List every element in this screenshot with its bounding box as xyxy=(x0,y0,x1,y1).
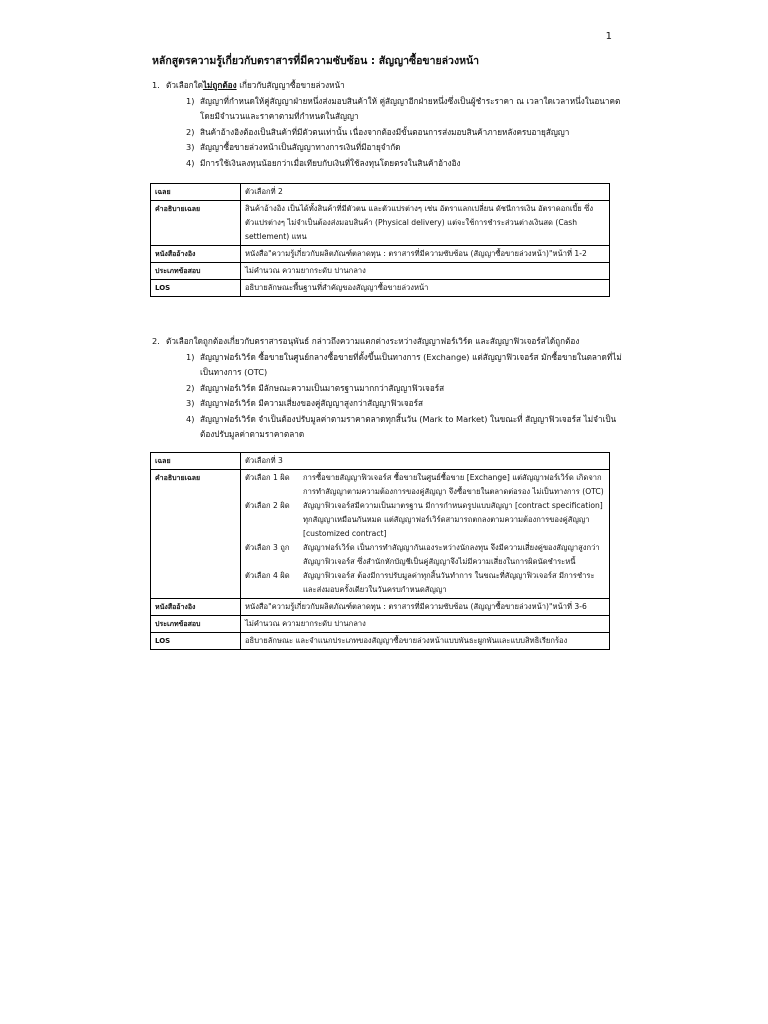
choice-item xyxy=(186,140,622,156)
stem-text: ตัวเลือกใดถูกต้องเกี่ยวกับตราสารอนุพันธ์ กล่าวถึงความแตกต่างระหว่างสัญญาฟอร์เวิร์ด และสัญญาฟิวเจอร์สได้ถูกต้อง xyxy=(166,336,580,346)
choice-item xyxy=(186,381,622,397)
row-label: ประเภทข้อสอบ xyxy=(151,263,241,280)
option-text: สัญญาฟอร์เวิร์ด เป็นการทำสัญญากันเองระหว่างนักลงทุน จึงมีความเสี่ยงคู่ของสัญญาสูงกว่าสัญญาฟิวเจอร์ส ซึ่งสำนักหักบัญชีเป็นคู่สัญญาจึงไม่มีความเสี่ยงในการผิดนัดชำระหนี้ xyxy=(303,543,600,566)
answer-table-1 xyxy=(150,183,610,297)
row-label: คำอธิบายเฉลย xyxy=(151,470,241,599)
option-explanation xyxy=(245,541,605,569)
table-row xyxy=(151,453,610,470)
choice-number: 4) xyxy=(186,157,195,168)
choice-list xyxy=(152,94,622,172)
choice-text: สัญญาฟอร์เวิร์ด จำเป็นต้องปรับมูลค่าตามราคาตลาดทุกสิ้นวัน (Mark to Market) ในขณะที่ สัญญาฟิวเจอร์ส ไม่จำเป็นต้องปรับมูลค่าตามราคาตลาด xyxy=(200,413,617,439)
choice-number: 1) xyxy=(186,351,195,362)
row-label: LOS xyxy=(151,633,241,650)
row-label: หนังสืออ้างอิง xyxy=(151,246,241,263)
option-explanation xyxy=(245,569,605,597)
reference-value: หนังสือ"ความรู้เกี่ยวกับผลิตภัณฑ์ตลาดทุน : ตราสารที่มีความซับซ้อน (สัญญาซื้อขายล่วงหน้า)"หน้าที่ 1-2 xyxy=(241,246,610,263)
choice-text: สัญญาฟอร์เวิร์ด ซื้อขายในศูนย์กลางซื้อขายที่ตั้งขึ้นเป็นทางการ (Exchange) แต่สัญญาฟิวเจอร์ส มักซื้อขายในตลาดที่ไม่เป็นทางการ (OTC) xyxy=(200,351,622,377)
table-row xyxy=(151,201,610,246)
explanation-cell xyxy=(241,470,610,599)
document-title: หลักสูตรความรู้เกี่ยวกับตราสารที่มีความซับซ้อน : สัญญาซื้อขายล่วงหน้า xyxy=(152,55,480,67)
choice-item xyxy=(186,350,622,381)
row-label: หนังสืออ้างอิง xyxy=(151,599,241,616)
option-label: ตัวเลือก 4 ผิด xyxy=(245,571,290,580)
answer-table-2 xyxy=(150,452,610,650)
stem-text: ตัวเลือกใด xyxy=(166,80,203,90)
row-label: LOS xyxy=(151,280,241,297)
page-number: 1 xyxy=(605,31,612,42)
answer-value: ตัวเลือกที่ 2 xyxy=(241,184,610,201)
question-stem xyxy=(152,78,622,94)
table-row xyxy=(151,616,610,633)
choice-number: 3) xyxy=(186,142,195,152)
choice-item xyxy=(186,125,622,141)
option-text: สัญญาฟิวเจอร์ส ต้องมีการปรับมูลค่าทุกสิ้นวันทำการ ในขณะที่สัญญาฟิวเจอร์ส มีการชำระและส่งมอบครั้งเดียวในวันครบกำหนดสัญญา xyxy=(303,571,595,594)
table-row xyxy=(151,633,610,650)
option-label: ตัวเลือก 2 ผิด xyxy=(245,501,290,510)
choice-text: สินค้าอ้างอิงต้องเป็นสินค้าที่มีตัวตนเท่านั้น เนื่องจากต้องมีขั้นตอนการส่งมอบสินค้าภายหลังครบอายุสัญญา xyxy=(200,126,570,137)
table-row xyxy=(151,599,610,616)
choice-number: 3) xyxy=(186,398,195,408)
choice-item xyxy=(186,156,622,172)
row-label: ประเภทข้อสอบ xyxy=(151,616,241,633)
option-explanation xyxy=(245,499,605,541)
choice-number: 1) xyxy=(186,95,195,106)
stem-text-after: เกี่ยวกับสัญญาซื้อขายล่วงหน้า xyxy=(236,80,345,90)
type-value: ไม่คำนวณ ความยากระดับ ปานกลาง xyxy=(241,263,610,280)
row-label: เฉลย xyxy=(151,184,241,201)
stem-emphasis: ไม่ถูกต้อง xyxy=(202,80,237,90)
choice-text: สัญญาฟอร์เวิร์ด มีลักษณะความเป็นมาตรฐานมากกว่าสัญญาฟิวเจอร์ส xyxy=(200,382,445,393)
table-row xyxy=(151,263,610,280)
choice-item xyxy=(186,94,622,125)
type-value: ไม่คำนวณ ความยากระดับ ปานกลาง xyxy=(241,616,610,633)
reference-value: หนังสือ"ความรู้เกี่ยวกับผลิตภัณฑ์ตลาดทุน : ตราสารที่มีความซับซ้อน (สัญญาซื้อขายล่วงหน้า)"หน้าที่ 3-6 xyxy=(241,599,610,616)
choice-number: 4) xyxy=(186,413,195,424)
option-label: ตัวเลือก 3 ถูก xyxy=(245,543,290,552)
table-row xyxy=(151,246,610,263)
option-explanation xyxy=(245,471,605,499)
choice-number: 2) xyxy=(186,382,195,393)
question-number: 2. xyxy=(152,336,160,346)
answer-value: ตัวเลือกที่ 3 xyxy=(241,453,610,470)
choice-text: สัญญาฟอร์เวิร์ด มีความเสี่ยงของคู่สัญญาสูงกว่าสัญญาฟิวเจอร์ส xyxy=(200,398,423,408)
choice-text: สัญญาซื้อขายล่วงหน้าเป็นสัญญาทางการเงินที่มีอายุจำกัด xyxy=(200,142,401,152)
question-number: 1. xyxy=(152,80,160,90)
los-value: อธิบายลักษณะ และจำแนกประเภทของสัญญาซื้อขายล่วงหน้าแบบพันธะผูกพันและแบบสิทธิเรียกร้อง xyxy=(241,633,610,650)
question-stem xyxy=(152,334,622,350)
choice-item xyxy=(186,396,622,412)
choice-text: มีการใช้เงินลงทุนน้อยกว่าเมื่อเทียบกับเงินที่ใช้ลงทุนโดยตรงในสินค้าอ้างอิง xyxy=(200,157,461,168)
choice-text: สัญญาที่กำหนดให้คู่สัญญาฝ่ายหนึ่งส่งมอบสินค้าให้ คู่สัญญาอีกฝ่ายหนึ่งซึ่งเป็นผู้ชำระราคา ณ เวลาใดเวลาหนึ่งในอนาคต โดยมีจำนวนและราคาตามที่กำหนดในสัญญา xyxy=(200,95,621,121)
choice-number: 2) xyxy=(186,126,195,137)
option-label: ตัวเลือก 1 ผิด xyxy=(245,473,290,482)
choice-list xyxy=(152,350,622,443)
row-label: คำอธิบายเฉลย xyxy=(151,201,241,246)
option-text: สัญญาฟิวเจอร์สมีความเป็นมาตรฐาน มีการกำหนดรูปแบบสัญญา [contract specification] ทุกสัญญาเหมือนกันหมด แต่สัญญาฟอร์เวิร์ดสามารถตกลงตามความต้องการของคู่สัญญา [customized contract] xyxy=(303,501,603,538)
option-text: การซื้อขายสัญญาฟิวเจอร์ส ซื้อขายในศูนย์ซื้อขาย [Exchange] แต่สัญญาฟอร์เวิร์ด เกิดจากการทำสัญญาตามความต้องการของคู่สัญญา จึงซื้อขายในตลาดต่อรอง ไม่เป็นทางการ (OTC) xyxy=(303,473,604,496)
question-1 xyxy=(152,78,622,171)
table-row xyxy=(151,470,610,599)
table-row xyxy=(151,184,610,201)
table-row xyxy=(151,280,610,297)
choice-item xyxy=(186,412,622,443)
los-value: อธิบายลักษณะพื้นฐานที่สำคัญของสัญญาซื้อขายล่วงหน้า xyxy=(241,280,610,297)
row-label: เฉลย xyxy=(151,453,241,470)
question-2 xyxy=(152,334,622,443)
explanation-value: สินค้าอ้างอิง เป็นได้ทั้งสินค้าที่มีตัวตน และตัวแปรต่างๆ เช่น อัตราแลกเปลี่ยน ดัชนีการเงิน อัตราดอกเบี้ย ซึ่งตัวแปรต่างๆ ไม่จำเป็นต้องส่งมอบสินค้า (Physical delivery) แต่จะใช้การชำระส่วนต่างเงินสด (Cash settlement) แทน xyxy=(241,201,610,246)
